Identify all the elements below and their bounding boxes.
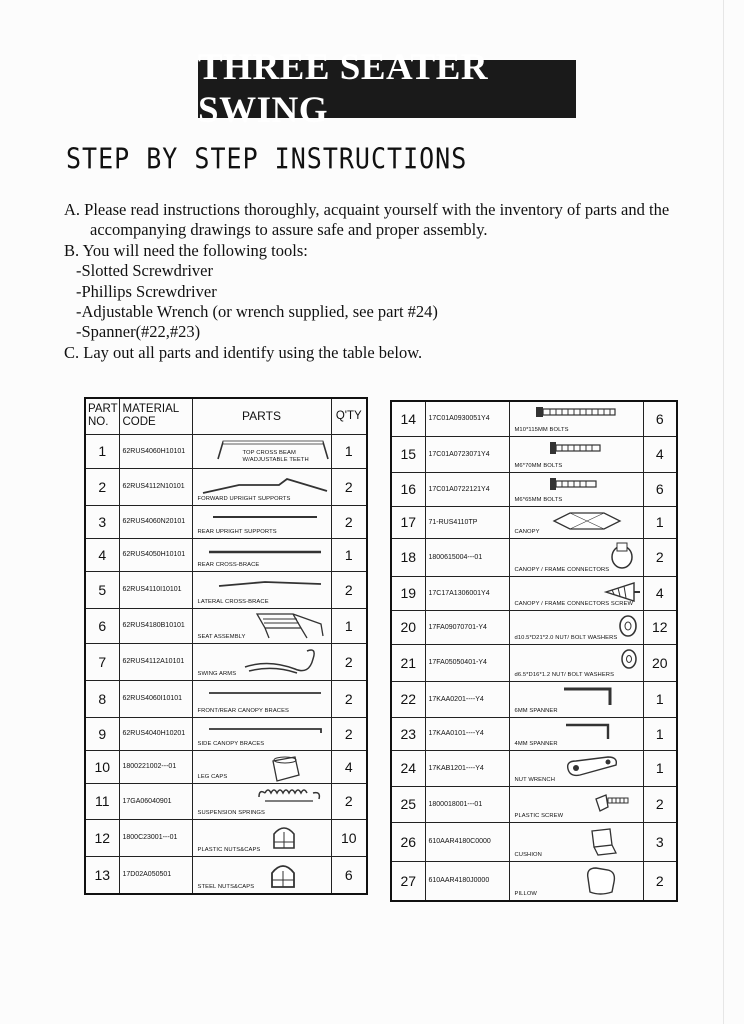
part-cell <box>509 750 643 786</box>
part-quantity: 12 <box>643 610 677 644</box>
part-row <box>391 506 677 538</box>
part-number: 18 <box>391 538 425 576</box>
part-name: PLASTIC SCREW <box>514 812 564 819</box>
part-quantity: 2 <box>331 468 367 505</box>
instruction-b: B. You will need the following tools: <box>64 240 308 260</box>
part-cell <box>192 505 331 538</box>
part-cell <box>509 610 643 644</box>
part-row <box>391 401 677 436</box>
part-quantity: 20 <box>643 644 677 681</box>
part-cell <box>192 819 331 856</box>
part-row <box>85 717 367 750</box>
material-code: 71-RUS4110TP <box>425 506 509 538</box>
material-code: 17C01A0722121Y4 <box>425 472 509 506</box>
header-parts: PARTS <box>192 398 331 434</box>
part-name: REAR UPRIGHT SUPPORTS <box>197 528 277 535</box>
part-row <box>85 680 367 717</box>
part-row <box>85 505 367 538</box>
part-number: 10 <box>85 750 119 783</box>
part-row <box>391 436 677 472</box>
part-number: 24 <box>391 750 425 786</box>
part-row <box>391 822 677 861</box>
tool-item: -Slotted Screwdriver <box>76 261 214 281</box>
material-code: 62RUS4112A10101 <box>119 643 192 680</box>
page-edge-shadow <box>723 0 724 1024</box>
part-name: NUT WRENCH <box>514 776 556 783</box>
part-quantity: 2 <box>331 643 367 680</box>
material-code: 17GA06040901 <box>119 783 192 819</box>
part-name: PILLOW <box>514 891 538 897</box>
part-cell <box>192 434 331 468</box>
material-code: 610AAR4180J0000 <box>425 861 509 901</box>
material-code: 62RUS4110I10101 <box>119 571 192 608</box>
part-name: REAR CROSS-BRACE <box>197 561 260 568</box>
material-code: 62RUS4180B10101 <box>119 608 192 643</box>
part-cell <box>509 401 643 436</box>
part-name: M6*70MM BOLTS <box>514 462 563 469</box>
part-cell <box>192 750 331 783</box>
part-quantity: 2 <box>331 505 367 538</box>
part-row <box>391 750 677 786</box>
part-quantity: 6 <box>643 401 677 436</box>
part-number: 5 <box>85 571 119 608</box>
part-quantity: 1 <box>331 538 367 571</box>
part-cell <box>192 538 331 571</box>
part-quantity: 4 <box>643 576 677 610</box>
part-number: 22 <box>391 681 425 717</box>
part-number: 16 <box>391 472 425 506</box>
part-number: 8 <box>85 680 119 717</box>
material-code: 1800018001---01 <box>425 786 509 822</box>
tool-item: -Phillips Screwdriver <box>76 281 217 301</box>
part-quantity: 4 <box>331 750 367 783</box>
part-row <box>85 856 367 894</box>
tool-item: -Spanner(#22,#23) <box>76 322 201 342</box>
part-name: 6MM SPANNER <box>514 707 558 714</box>
material-code: 17C01A0930051Y4 <box>425 401 509 436</box>
material-code: 62RUS4060N20101 <box>119 505 192 538</box>
part-row <box>391 681 677 717</box>
part-number: 19 <box>391 576 425 610</box>
part-number: 9 <box>85 717 119 750</box>
part-row <box>391 786 677 822</box>
part-quantity: 1 <box>643 750 677 786</box>
part-name: FRONT/REAR CANOPY BRACES <box>197 707 290 714</box>
part-row <box>85 468 367 505</box>
part-cell <box>509 822 643 861</box>
material-code: 17KAA0101----Y4 <box>425 717 509 750</box>
material-code: 1800C23001---01 <box>119 819 192 856</box>
part-number: 27 <box>391 861 425 901</box>
part-cell <box>509 644 643 681</box>
part-cell <box>192 608 331 643</box>
part-row <box>85 434 367 468</box>
part-cell <box>509 717 643 750</box>
material-code: 62RUS4050H10101 <box>119 538 192 571</box>
part-row <box>391 538 677 576</box>
part-number: 7 <box>85 643 119 680</box>
part-row <box>391 610 677 644</box>
part-number: 6 <box>85 608 119 643</box>
part-number: 12 <box>85 819 119 856</box>
part-name: STEEL NUTS&CAPS <box>197 884 255 890</box>
part-row <box>391 472 677 506</box>
part-quantity: 4 <box>643 436 677 472</box>
part-quantity: 2 <box>331 571 367 608</box>
material-code: 17KAA0201----Y4 <box>425 681 509 717</box>
part-cell <box>509 472 643 506</box>
part-quantity: 2 <box>331 680 367 717</box>
part-quantity: 10 <box>331 819 367 856</box>
part-number: 14 <box>391 401 425 436</box>
part-quantity: 2 <box>643 861 677 901</box>
part-row <box>85 819 367 856</box>
part-number: 21 <box>391 644 425 681</box>
material-code: 62RUS4060I10101 <box>119 680 192 717</box>
table-header-row <box>85 398 367 434</box>
part-cell <box>509 786 643 822</box>
part-number: 2 <box>85 468 119 505</box>
part-row <box>85 783 367 819</box>
material-code: 1800615004---01 <box>425 538 509 576</box>
part-cell <box>192 643 331 680</box>
instruction-c: C. Lay out all parts and identify using the table below. <box>64 342 423 362</box>
part-name: CANOPY <box>514 528 540 535</box>
part-cell <box>192 571 331 608</box>
instruction-a-line1: A. Please read instructions thoroughly, acquaint yourself with the inventory of parts and the <box>64 200 670 219</box>
part-number: 13 <box>85 856 119 894</box>
material-code: 62RUS4040H10201 <box>119 717 192 750</box>
parts-table-right <box>390 400 678 902</box>
part-row <box>85 750 367 783</box>
part-row <box>85 538 367 571</box>
part-number: 20 <box>391 610 425 644</box>
part-name: M6*65MM BOLTS <box>514 496 563 503</box>
part-cell <box>509 436 643 472</box>
part-row <box>85 571 367 608</box>
parts-table-left <box>84 397 368 895</box>
material-code: 17FA09070701-Y4 <box>425 610 509 644</box>
part-row <box>391 861 677 901</box>
material-code: 17KAB1201----Y4 <box>425 750 509 786</box>
material-code: 62RUS4060H10101 <box>119 434 192 468</box>
header-qty: Q'TY <box>331 398 367 434</box>
material-code: 17C01A0723071Y4 <box>425 436 509 472</box>
header-part-no: PART NO. <box>85 398 119 434</box>
part-row <box>391 644 677 681</box>
part-name: LATERAL CROSS-BRACE <box>197 598 269 605</box>
part-number: 26 <box>391 822 425 861</box>
part-name: CANOPY / FRAME CONNECTORS <box>514 566 610 573</box>
part-number: 3 <box>85 505 119 538</box>
part-row <box>391 717 677 750</box>
part-quantity: 1 <box>643 681 677 717</box>
part-name: SUSPENSION SPRINGS <box>197 809 266 816</box>
section-heading: STEP BY STEP INSTRUCTIONS <box>66 141 468 176</box>
part-cell <box>192 680 331 717</box>
part-cell <box>192 717 331 750</box>
part-number: 11 <box>85 783 119 819</box>
part-quantity: 2 <box>643 786 677 822</box>
part-cell <box>509 506 643 538</box>
material-code: 610AAR4180C0000 <box>425 822 509 861</box>
part-name: PLASTIC NUTS&CAPS <box>197 846 261 853</box>
part-number: 1 <box>85 434 119 468</box>
part-cell <box>509 538 643 576</box>
part-name: FORWARD UPRIGHT SUPPORTS <box>197 495 291 502</box>
instruction-a-line2: accompanying drawings to assure safe and proper assembly. <box>90 220 488 240</box>
part-cell <box>509 576 643 610</box>
part-quantity: 2 <box>643 538 677 576</box>
part-number: 4 <box>85 538 119 571</box>
material-code: 17D02A050501 <box>119 856 192 894</box>
part-cell <box>192 468 331 505</box>
material-code: 17C17A1306001Y4 <box>425 576 509 610</box>
part-name: SEAT ASSEMBLY <box>197 633 246 640</box>
part-name: LEG CAPS <box>197 773 228 780</box>
part-number: 15 <box>391 436 425 472</box>
part-name: 4MM SPANNER <box>514 740 558 747</box>
title-banner <box>198 47 576 131</box>
part-quantity: 1 <box>643 717 677 750</box>
part-name: CANOPY / FRAME CONNECTORS SCREW <box>514 600 634 607</box>
part-quantity: 6 <box>643 472 677 506</box>
part-quantity: 6 <box>331 856 367 894</box>
material-code: 62RUS4112N10101 <box>119 468 192 505</box>
part-name: CUSHION <box>514 851 542 858</box>
part-quantity: 2 <box>331 783 367 819</box>
part-cell <box>509 681 643 717</box>
part-row <box>391 576 677 610</box>
part-cell <box>192 856 331 894</box>
part-number: 17 <box>391 506 425 538</box>
part-quantity: 1 <box>331 434 367 468</box>
tool-item: -Adjustable Wrench (or wrench supplied, see part #24) <box>76 302 438 322</box>
part-name: SIDE CANOPY BRACES <box>197 740 265 747</box>
part-quantity: 1 <box>643 506 677 538</box>
part-quantity: 3 <box>643 822 677 861</box>
part-quantity: 1 <box>331 608 367 643</box>
header-material-code: MATERIAL CODE <box>119 398 192 434</box>
document-title: THREE SEATER SWING <box>198 47 489 131</box>
material-code: 1800221002---01 <box>119 750 192 783</box>
part-quantity: 2 <box>331 717 367 750</box>
part-name: d6.5*D16*1.2 NUT/ BOLT WASHERS <box>514 671 615 678</box>
material-code: 17FA05050401-Y4 <box>425 644 509 681</box>
part-name: SWING ARMS <box>197 670 237 677</box>
part-number: 25 <box>391 786 425 822</box>
instructions-block <box>64 200 704 363</box>
part-row <box>85 643 367 680</box>
part-cell <box>192 783 331 819</box>
part-row <box>85 608 367 643</box>
part-name: M10*115MM BOLTS <box>514 426 569 433</box>
part-name: d10.5*D21*2.0 NUT/ BOLT WASHERS <box>514 634 618 641</box>
part-name: TOP CROSS BEAM W/ADJUSTABLE TEETH <box>242 449 309 463</box>
part-cell <box>509 861 643 901</box>
part-number: 23 <box>391 717 425 750</box>
